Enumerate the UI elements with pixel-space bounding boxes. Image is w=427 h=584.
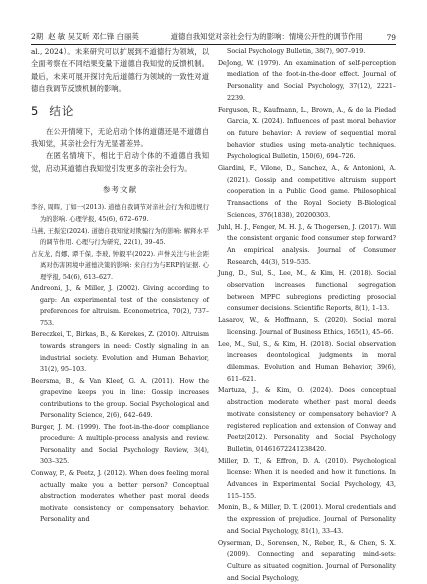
reference-entry: Conway, P., & Peetz, J. (2012). When does feeling moral actually make you a better person? Conceptual abstraction moderates whether past moral deeds motivate consistency or compensatory behavior. Personality and [31, 470, 209, 524]
reference-entry: Miller, D. T., & Effron, D. A. (2010). Psychological license: When it is needed and how it functions. In Advances in Experimental Social Psychology, 43, 115–155. [218, 457, 396, 500]
section-number: 5 [31, 104, 40, 119]
reference-entry: Bereczkei, T., Birkas, B., & Kerekes, Z. (2010). Altruism towards strangers in need: Costly signaling in an industrial society. Evolution and Human Behavior, 31(2), 95–103. [31, 331, 209, 374]
reference-entry: 李谷, 周晖, 丁如一(2013). 道德自我调节对亲社会行为和违规行为的影响. 心理学报, 45(6), 672–679. [31, 204, 209, 223]
running-header [31, 28, 396, 45]
issue-number: 2期 [31, 32, 44, 41]
reference-entry: Lee, M., Sul, S., & Kim, H. (2018). Social observation increases deontological judgments in moral dilemmas. Evolution and Human Behavior, 39(6), 611–621. [218, 340, 396, 383]
reference-entry: 占友龙, 肖娜, 谭千保, 李玻, 钟毅平(2022). 声誉关注与社会距离对伤害困境中道德决策的影响: 来自行为与ERP的证据. 心理学报, 54(6), 613–627. [31, 250, 209, 281]
reference-continuation: Social Psychology Bulletin, 38(7), 907–919. [227, 48, 366, 55]
header-left [31, 31, 139, 42]
reference-entry: Andreoni, J., & Miller, J. (2002). Giving according to garp: An experimental test of the consistency of preferences for altruism. Econometrica, 70(2), 737–753. [31, 285, 209, 327]
reference-entry: Beersma, B., & Van Kleef, G. A. (2011). How the grapevine keeps you in line: Gossip increases contributions to the group. Social Psychological and Personality Science, 2(6), 642–649. [31, 377, 209, 420]
reference-entry: 马燕, 王振宏(2024). 道德自我知觉对欺骗行为的影响: 解释水平的调节作用. 心理与行为研究, 22(1), 39–45. [31, 227, 209, 247]
reference-entry: Ferguson, R., Kaufmann, L., Brown, A., & de la Piedad Garcia, X. (2024). Influences of past moral behavior on future behavior: A review of sequential moral behavior studies using meta-analytic techniques. Psychological Bulletin, 150(6), 694–726. [218, 106, 396, 161]
conclusion-paragraph: 在匿名情境下，相比于启动个体的不道德自我知觉，启动其道德自我知觉引发更多的亲社会行为。 [31, 151, 209, 173]
left-column [31, 46, 209, 552]
header-authors: 赵 敏 吴艾昕 邓仁锋 白丽英 [48, 32, 139, 41]
intro-paragraph: al., 2024）。未来研究可以扩展到不道德行为领域，以全面考察在不同结果变量下道德自我知觉的反馈机制。最后，未来可展开探讨先后道德行为领域的一致性对道德自我调节反馈机制的影响。 [31, 47, 209, 94]
reference-entry: Burger, J. M. (1999). The foot-in-the-door compliance procedure: A multiple-process analysis and review. Personality and Social Psychology Review, 3(4), 303–325. [31, 423, 209, 466]
section-title: 结论 [49, 104, 75, 119]
reference-entry: Oyserman, D., Sorensen, N., Reber, R., & Chen, S. X. (2009). Connecting and separating mind-sets: Culture as situated cognition. Journal of Personality and Social Psychology, [218, 539, 396, 582]
reference-entry: Martuza, J., & Kim, O. (2024). Does conceptual abstraction moderate whether past moral deeds motivate consistency or compensatory behavior? A registered replication and extension of Conway and Peetz(2012). Personality and Social Psychology Bulletin, 01461672241238420. [218, 387, 396, 453]
header-title: 道德自我知觉对亲社会行为的影响：情境公开性的调节作用 [170, 32, 363, 41]
conclusion-paragraph: 在公开情境下，无论启动个体的道德还是不道德自我知觉，其亲社会行为无显著差异。 [31, 126, 209, 149]
reference-entry: Lasarov, W., & Hoffmann, S. (2020). Social moral licensing. Journal of Business Ethics, 165(1), 45–66. [218, 317, 396, 336]
references-heading: 参考文献 [102, 185, 138, 195]
page-number: 79 [386, 33, 396, 42]
reference-entry: Jung, D., Sul, S., Lee, M., & Kim, H. (2018). Social observation increases functional segregation between MPFC subregions predicting prosocial consumer decisions. Scientific Reports, 8(1), 1–13. [218, 270, 396, 313]
reference-entry: DeJong, W. (1979). An examination of self-perception mediation of the foot-in-the-door effect. Journal of Personality and Social Psychology, 37(12), 2221–2239. [218, 59, 396, 102]
right-column [218, 46, 396, 582]
reference-entry: Monin, B., & Miller, D. T. (2001). Moral credentials and the expression of prejudice. Journal of Personality and Social Psychology, 81(1), 33–43. [218, 504, 396, 535]
reference-entry: Juhl, H. J., Fenger, M. H. J., & Thogersen, J. (2017). Will the consistent organic food consumer step forward? An empirical analysis. Journal of Consumer Research, 44(3), 519–535. [218, 223, 396, 266]
section-heading [31, 105, 209, 117]
reference-entry: Giardini, F., Vilone, D., Sanchez, A., & Antonioni, A. (2021). Gossip and competitive altruism support cooperation in a Public Good game. Philosophical Transactions of the Royal Society B-Biological Sciences, 376(1838), 20200303. [218, 165, 396, 219]
